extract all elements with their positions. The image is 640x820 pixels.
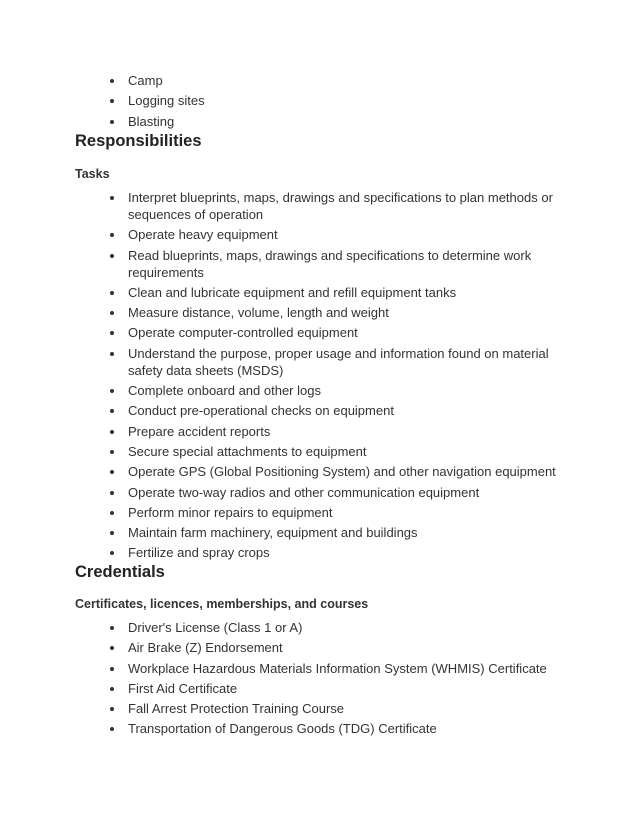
section-title-responsibilities: Responsibilities (75, 132, 202, 150)
list-item: Clean and lubricate equipment and refill equipment tanks (0, 284, 640, 301)
list-item: Perform minor repairs to equipment (0, 504, 640, 521)
list-item: Driver's License (Class 1 or A) (0, 619, 640, 636)
list-item: Operate GPS (Global Positioning System) and other navigation equipment (0, 463, 640, 480)
section-title-credentials: Credentials (75, 563, 165, 581)
work-locations-list (0, 72, 640, 133)
tasks-list (0, 189, 640, 565)
list-item: Operate computer-controlled equipment (0, 324, 640, 341)
list-item: Measure distance, volume, length and weight (0, 304, 640, 321)
list-item: Air Brake (Z) Endorsement (0, 639, 640, 656)
list-item: Fall Arrest Protection Training Course (0, 700, 640, 717)
list-item: Interpret blueprints, maps, drawings and specifications to plan methods or sequences of operation (0, 189, 640, 223)
list-item: Operate heavy equipment (0, 226, 640, 243)
list-item: Complete onboard and other logs (0, 382, 640, 399)
list-item: Operate two-way radios and other communication equipment (0, 484, 640, 501)
list-item: Conduct pre-operational checks on equipment (0, 402, 640, 419)
subheading-certificates: Certificates, licences, memberships, and courses (75, 597, 369, 611)
list-item: Workplace Hazardous Materials Information System (WHMIS) Certificate (0, 660, 640, 677)
list-item: Prepare accident reports (0, 423, 640, 440)
list-item: Blasting (0, 113, 640, 130)
list-item: Read blueprints, maps, drawings and specifications to determine work requirements (0, 247, 640, 281)
list-item: Maintain farm machinery, equipment and buildings (0, 524, 640, 541)
subheading-tasks: Tasks (75, 167, 110, 181)
list-item: Logging sites (0, 92, 640, 109)
list-item: First Aid Certificate (0, 680, 640, 697)
list-item: Transportation of Dangerous Goods (TDG) Certificate (0, 720, 640, 737)
list-item: Fertilize and spray crops (0, 544, 640, 561)
list-item: Camp (0, 72, 640, 89)
list-item: Secure special attachments to equipment (0, 443, 640, 460)
certificates-list (0, 619, 640, 741)
list-item: Understand the purpose, proper usage and information found on material safety data sheets (MSDS) (0, 345, 640, 379)
